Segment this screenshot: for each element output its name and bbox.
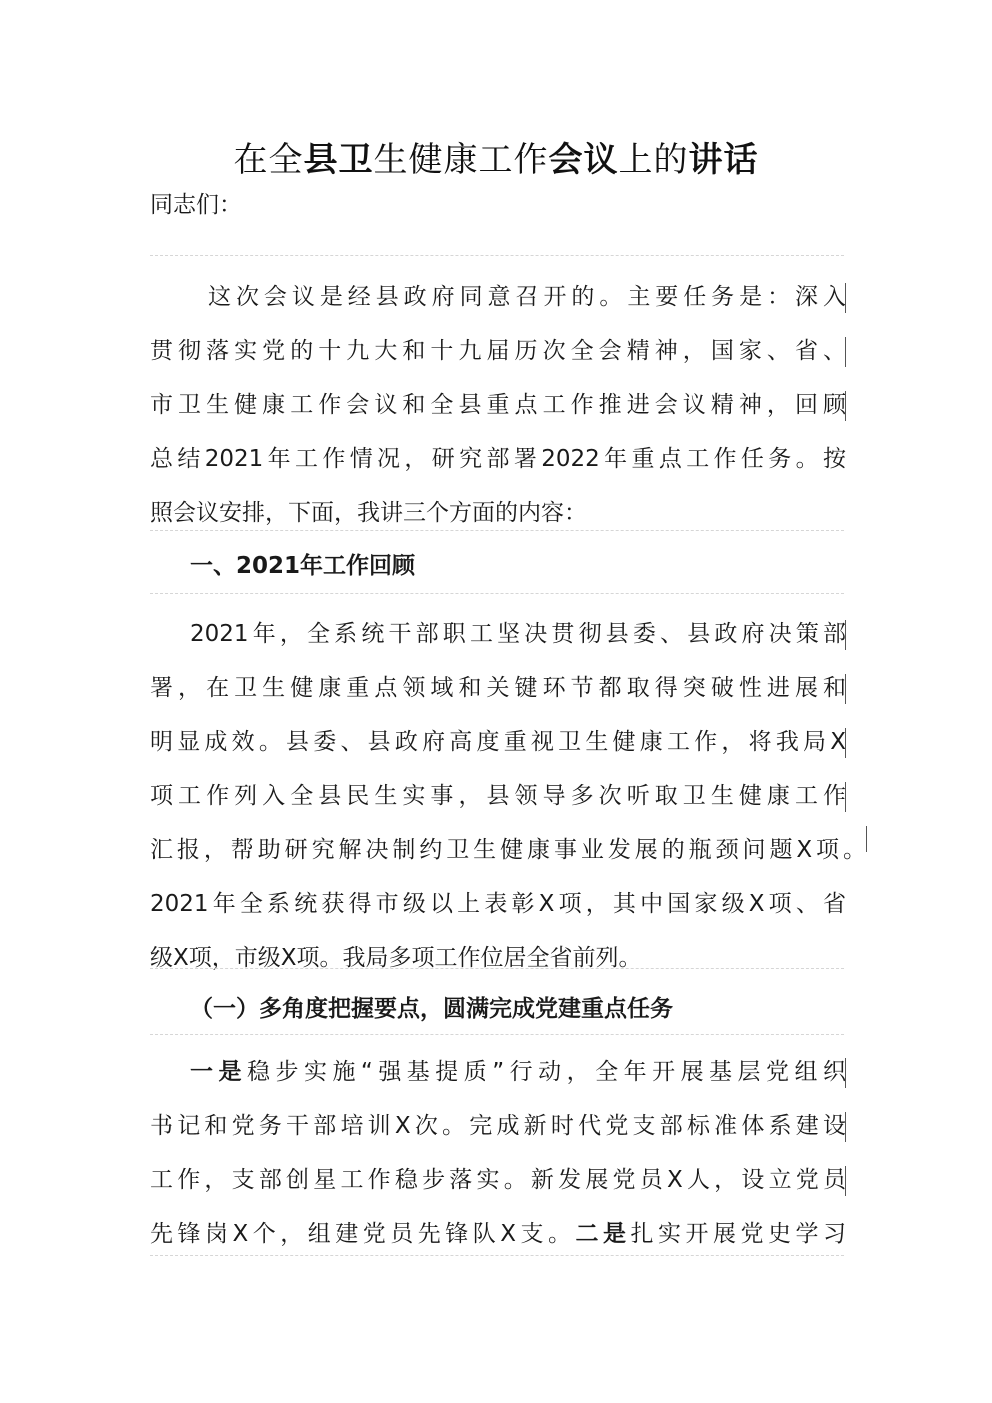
subsection-heading-text: （一）多角度把握要点，圆满完成党建重点任务 xyxy=(190,996,673,1022)
party-line xyxy=(150,1045,846,1099)
review-paragraph xyxy=(150,607,866,985)
margin-bar xyxy=(866,826,867,852)
title-part: 在全 xyxy=(233,140,304,180)
margin-bar xyxy=(845,620,846,650)
bold-marker: 二是 xyxy=(575,1221,631,1247)
title-part: 讲话 xyxy=(688,140,759,180)
party-line-text: 稳步实施“强基提质”行动，全年开展基层党组织 xyxy=(246,1059,847,1085)
title-part: 会议 xyxy=(548,140,619,180)
margin-bar xyxy=(845,728,846,758)
paragraph-rule xyxy=(150,968,844,969)
paragraph-rule xyxy=(150,593,844,594)
review-line: 汇报，帮助研究解决制约卫生健康事业发展的瓶颈问题X项。 xyxy=(150,837,866,863)
review-line: 明显成效。县委、县政府高度重视卫生健康工作，将我局X xyxy=(150,729,846,755)
margin-bar xyxy=(845,391,846,421)
section-heading xyxy=(150,539,846,593)
party-line: 书记和党务干部培训X次。完成新时代党支部标准体系建设 xyxy=(150,1113,846,1139)
margin-bar xyxy=(845,1058,846,1088)
intro-line: 照会议安排，下面，我讲三个方面的内容： xyxy=(150,500,587,526)
review-line: 2021年全系统获得市级以上表彰X项，其中国家级X项、省 xyxy=(150,891,846,917)
margin-bar xyxy=(845,283,846,313)
party-paragraph xyxy=(150,1045,846,1261)
party-line-text: 先锋岗X个，组建党员先锋队X支。 xyxy=(150,1221,576,1247)
intro-paragraph xyxy=(150,270,846,540)
subsection-heading xyxy=(150,982,846,1036)
review-line: 项工作列入全县民生实事，县领导多次听取卫生健康工作 xyxy=(150,783,846,809)
party-line-text: 扎实开展党史学习 xyxy=(630,1221,847,1247)
intro-line: 总结2021年工作情况，研究部署2022年重点工作任务。按 xyxy=(150,446,846,472)
intro-line: 贯彻落实党的十九大和十九届历次全会精神，国家、省、 xyxy=(150,338,846,364)
paragraph-rule xyxy=(150,1255,844,1256)
margin-bar xyxy=(845,782,846,812)
bold-marker: 一是 xyxy=(190,1059,247,1085)
paragraph-rule xyxy=(150,255,844,256)
title-part: 县卫 xyxy=(303,140,374,180)
margin-bar xyxy=(845,337,846,367)
review-line: 2021年，全系统干部职工坚决贯彻县委、县政府决策部 xyxy=(190,621,846,647)
title-part: 生健康工作 xyxy=(373,140,549,180)
title-part: 上的 xyxy=(618,140,689,180)
review-line: 级X项，市级X项。我局多项工作位居全省前列。 xyxy=(150,945,642,971)
party-line xyxy=(150,1207,846,1261)
document-title xyxy=(0,136,992,184)
salutation-text: 同志们： xyxy=(150,192,242,218)
section-heading-text: 一、2021年工作回顾 xyxy=(190,553,416,579)
salutation xyxy=(150,178,846,232)
margin-bar xyxy=(845,1166,846,1196)
party-line: 工作，支部创星工作稳步落实。新发展党员X人，设立党员 xyxy=(150,1167,846,1193)
paragraph-rule xyxy=(150,530,844,531)
margin-bar xyxy=(845,674,846,704)
intro-line: 这次会议是经县政府同意召开的。主要任务是：深入 xyxy=(208,284,846,310)
margin-bar xyxy=(845,1112,846,1142)
review-line: 署，在卫生健康重点领域和关键环节都取得突破性进展和 xyxy=(150,675,846,701)
intro-line: 市卫生健康工作会议和全县重点工作推进会议精神，回顾 xyxy=(150,392,846,418)
paragraph-rule xyxy=(150,1034,844,1035)
